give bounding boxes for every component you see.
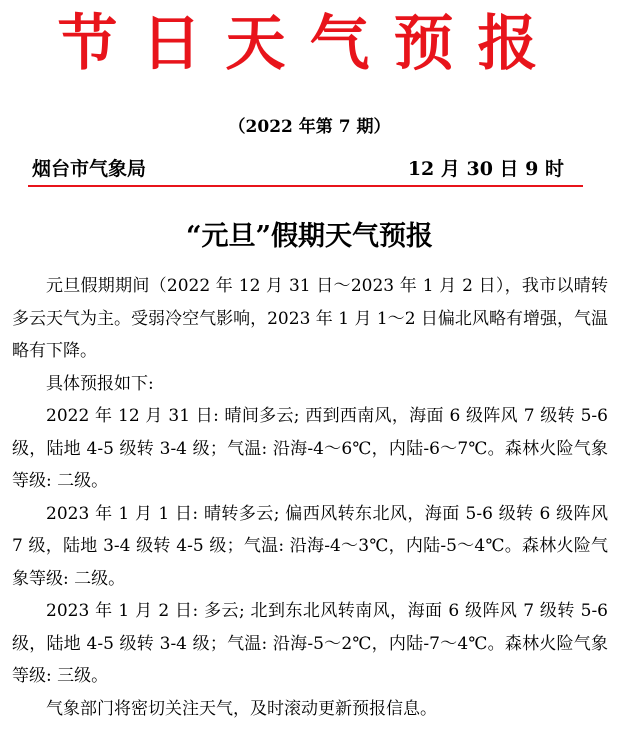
paragraph-jan-1: 2023 年 1 月 1 日: 晴转多云; 偏西风转东北风，海面 5-6 级转 6 级阵风 7 级，陆地 3-4 级转 4-5 级；气温: 沿海-4～3℃，内陆-5～4℃。森林火险气象等级: 二级。 [12, 503, 608, 589]
paragraph-closing: 气象部门将密切关注天气，及时滚动更新预报信息。 [46, 698, 437, 719]
paragraph-jan-2: 2023 年 1 月 2 日: 多云; 北到东北风转南风，海面 6 级阵风 7 级转 5-6 级，陆地 4-5 级转 3-4 级；气温: 沿海-5～2℃，内陆-7～4℃。森林火险气象等级: 三级。 [12, 601, 608, 686]
paragraph-dec-31: 2022 年 12 月 31 日: 晴间多云; 西到西南风，海面 6 级阵风 7 级转 5-6 级，陆地 4-5 级转 3-4 级；气温: 沿海-4～6℃，内陆-6～7℃。森林火险气象等级: 二级。 [12, 406, 608, 491]
issue-number: （2022 年第 7 期） [228, 117, 391, 137]
article-title: “元旦”假期天气预报 [185, 221, 434, 252]
header-rule [28, 185, 583, 187]
masthead-title: 节日天气预报 [57, 9, 562, 79]
organization: 烟台市气象局 [32, 158, 147, 180]
article-body [12, 270, 608, 725]
meta-row [32, 156, 564, 182]
paragraph-summary: 元旦假期期间（2022 年 12 月 31 日～2023 年 1 月 2 日），我市以晴转多云天气为主。受弱冷空气影响，2023 年 1 月 1～2 日偏北风略有增强，气温略有下降。 [12, 276, 608, 361]
issue-time: 12 月 30 日 9 时 [407, 158, 564, 180]
paragraph-intro: 具体预报如下: [46, 373, 154, 394]
